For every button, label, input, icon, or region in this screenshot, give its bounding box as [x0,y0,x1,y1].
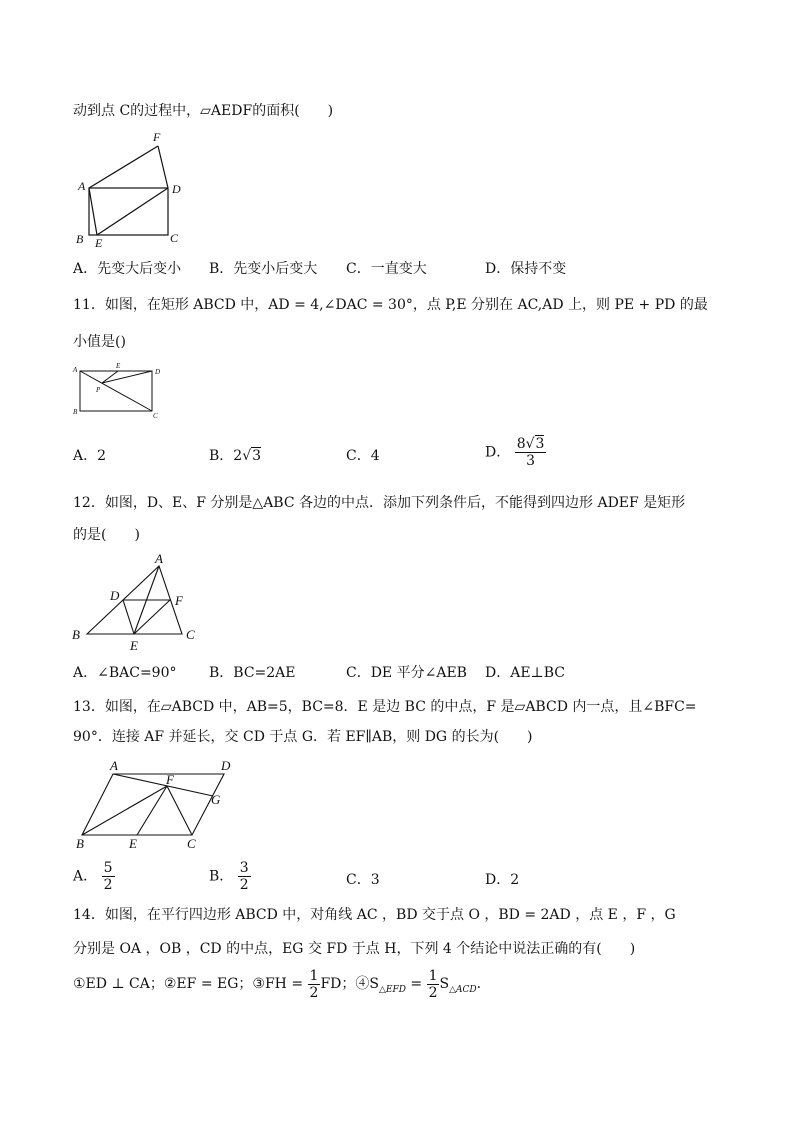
q14-statements-end: ． [476,976,491,992]
q13-option-a-den: 2 [103,877,113,893]
q11-option-b-coef: 2 [233,448,243,464]
q11-label-b: B [73,408,78,416]
q14-area-sub-acd: △ACD [449,984,477,995]
q12-option-d: D．AE⊥BC [485,665,565,681]
q12-label-a: A [155,551,163,566]
q10-option-d: D．保持不变 [485,261,567,277]
q14-area-sub-efd: △EFD [378,984,406,995]
q10-option-a: A．先变大后变小 [73,261,182,277]
q10-label-d: D [172,182,181,196]
q13-option-b-den: 2 [239,877,249,893]
sqrt-icon: √ [242,448,252,464]
q13-stem-line-2: 90°．连接 AF 并延长，交 CD 于点 G．若 EF∥AB，则 DG 的长为( ) [73,729,533,745]
q12-label-e: E [130,638,138,653]
q11-option-d-fraction [515,436,547,469]
q13-label-g: G [211,792,221,807]
q11-stem-line-2: 小值是() [73,334,126,350]
q10-label-f: F [153,130,161,144]
q11-option-b-radicand: 3 [252,448,262,464]
q11-option-d-letter: D． [485,444,511,461]
q14-statements [73,966,491,1008]
q13-option-b-letter: B． [209,868,234,885]
q10-label-e: E [95,236,103,250]
q14-half-den-1: 2 [309,984,319,1001]
q13-option-a [73,860,115,893]
q11-option-d-num-coef: 8 [516,436,526,452]
q14-stem-line-1: 14．如图，在平行四边形 ABCD 中，对角线 AC ，BD 交于点 O ，BD = 2AD ，点 E ，F ，G [73,907,676,923]
q12-option-b: B．BC=2AE [209,665,296,681]
sqrt-icon: √ [525,436,535,452]
q14-half-num-1: 1 [309,967,319,984]
q13-option-b [209,860,251,893]
q10-label-b: B [76,232,84,246]
q12-stem-line-1: 12．如图，D、E、F 分别是△ABC 各边的中点．添加下列条件后，不能得到四边形 ADEF 是矩形 [73,495,686,511]
q13-stem-line-1: 13．如图，在▱ABCD 中，AB=5，BC=8．E 是边 BC 的中点，F 是▱ABCD 内一点，且∠BFC= [73,699,697,715]
q13-label-f: F [166,772,174,787]
q13-label-a: A [110,758,118,773]
q13-label-b: B [76,836,84,851]
q10-label-c: C [170,231,179,245]
q13-label-e: E [129,836,137,851]
q12-label-c: C [186,627,195,642]
q11-option-b-letter: B． [209,448,234,464]
q11-figure [72,362,167,422]
q11-label-p: P [96,386,101,394]
q10-option-b: B．先变小后变大 [209,261,318,277]
q11-option-c: C．4 [346,448,380,464]
q12-stem-line-2: 的是( ) [73,527,140,543]
q12-label-f: F [175,593,183,608]
q13-option-c: C．3 [346,872,380,888]
q11-label-e: E [116,362,121,370]
q12-option-c: C．DE 平分∠AEB [346,665,467,681]
q11-option-d [485,436,546,469]
q14-half-den-2: 2 [428,984,438,1001]
q12-figure [68,550,203,655]
q11-label-d: D [155,368,161,376]
q10-label-a: A [78,179,86,193]
q13-option-b-fraction [238,860,251,893]
q14-half-num-2: 1 [428,967,438,984]
q13-option-d: D．2 [485,872,520,888]
q13-option-a-letter: A． [73,868,98,885]
q12-option-a: A．∠BAC=90° [73,665,177,681]
q11-label-a: A [73,366,78,374]
q14-stem-line-2: 分别是 OA ，OB ，CD 的中点，EG 交 FD 于点 H，下列 4 个结论中说法正确的有( ) [73,941,636,957]
q10-stem-line: 动到点 C的过程中，▱AEDF的面积( ) [73,103,334,119]
q14-half-fraction-2 [427,968,440,1001]
q14-half-fraction-1 [308,968,321,1001]
q14-statements-part-4: S [439,976,450,992]
q11-label-c: C [153,412,158,420]
q13-option-a-fraction [102,860,115,893]
q14-statements-equals: = [410,976,423,992]
q11-option-b [209,446,261,466]
q11-option-d-num-rad: 3 [535,436,545,452]
q14-statements-part-2: FD；④S [320,976,379,992]
q11-option-a: A．2 [73,448,107,464]
q14-statements-part-1: ①ED ⊥ CA；②EF = EG；③FH = [73,976,304,992]
q11-stem-line-1: 11．如图，在矩形 ABCD 中，AD = 4,∠DAC = 30°，点 P,E 分别在 AC,AD 上，则 PE + PD 的最 [73,297,708,313]
q13-option-b-num: 3 [239,860,249,876]
q12-label-d: D [110,588,120,603]
q10-option-c: C．一直变大 [346,261,427,277]
q13-label-d: D [221,758,231,773]
q12-label-b: B [72,627,80,642]
q11-option-d-den: 3 [526,453,536,469]
q10-figure [70,128,200,250]
q13-figure [70,755,245,855]
q13-label-c: C [187,836,196,851]
q13-option-a-num: 5 [103,860,113,876]
